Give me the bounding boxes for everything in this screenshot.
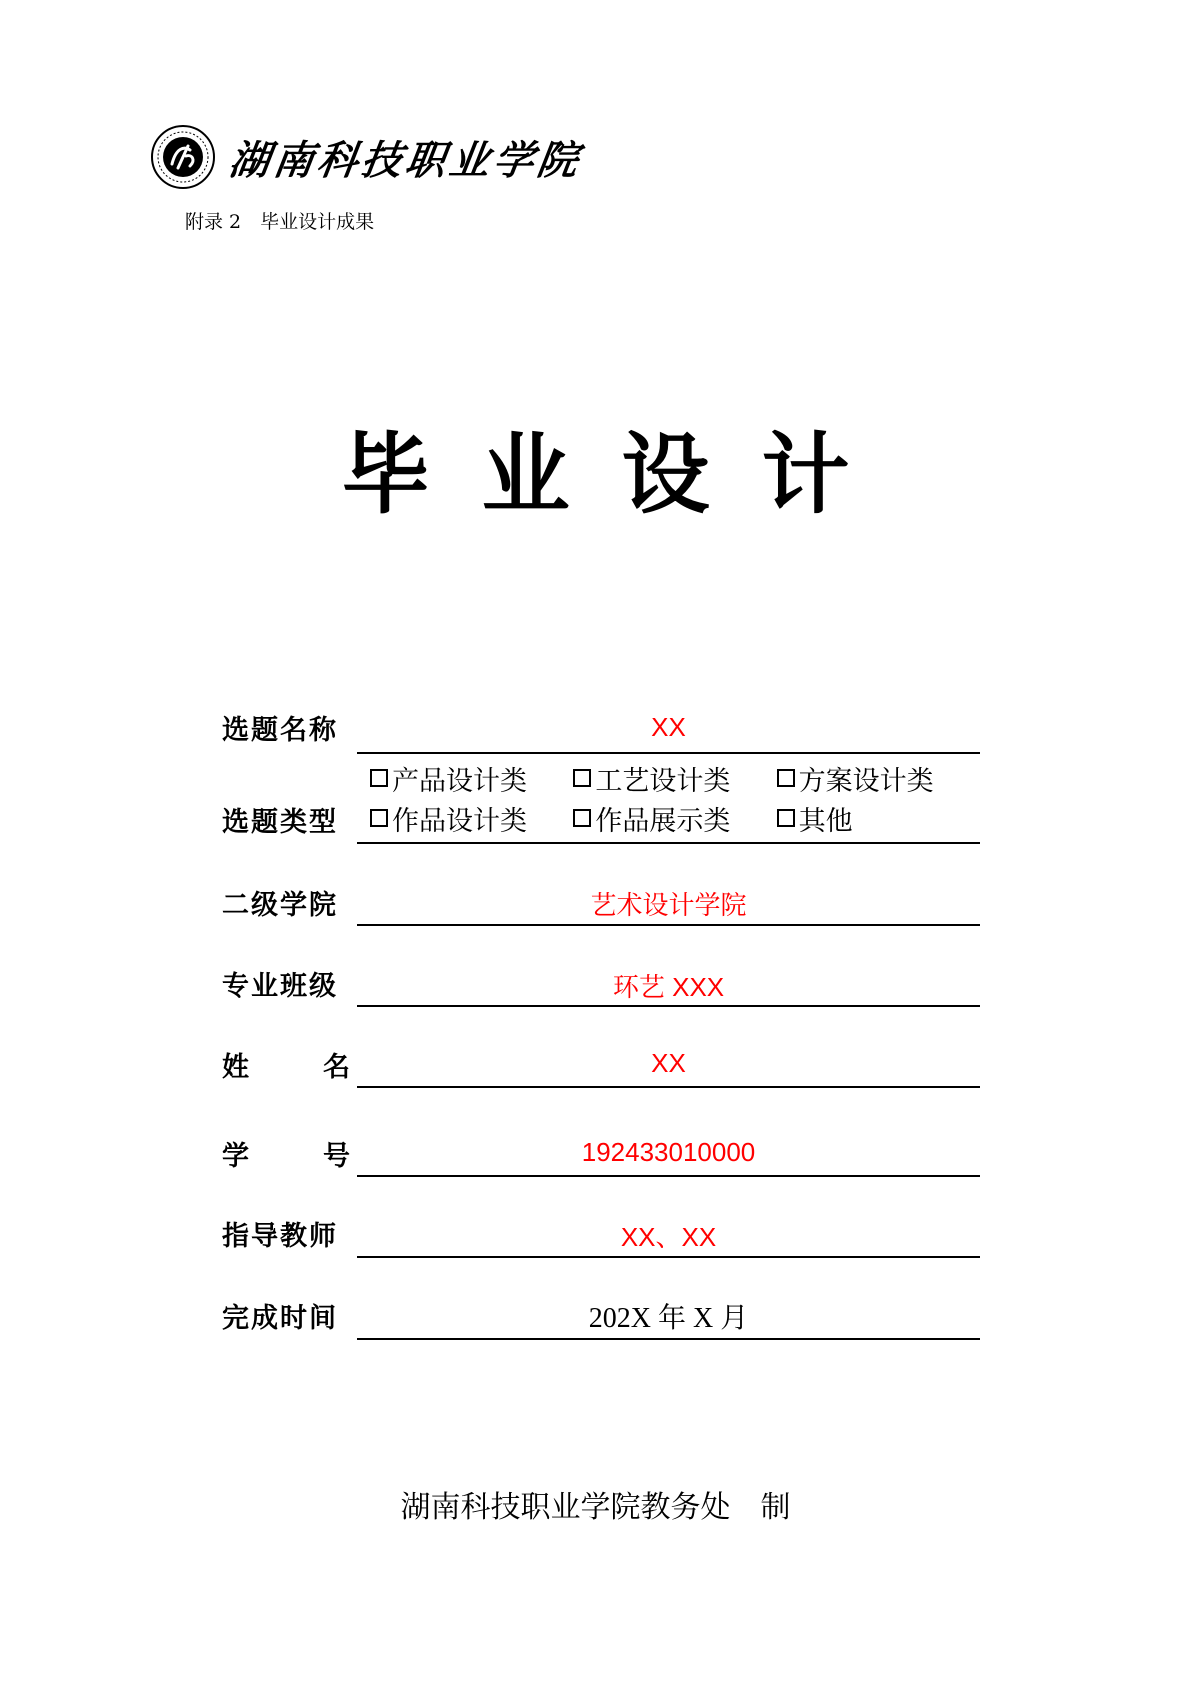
major-class-value[interactable]: 环艺 XXX xyxy=(612,972,725,1002)
completion-time-label: 完成时间 xyxy=(222,1303,338,1334)
option-product-design[interactable]: 产品设计类 xyxy=(370,759,573,798)
appendix-label: 附录 2 毕业设计成果 xyxy=(185,211,375,233)
topic-type-options xyxy=(370,758,980,838)
option-plan-design[interactable]: 方案设计类 xyxy=(777,759,980,798)
advisor-label: 指导教师 xyxy=(222,1221,338,1252)
topic-name-underline xyxy=(357,752,980,754)
topic-type-underline xyxy=(357,842,980,844)
major-class-label: 专业班级 xyxy=(222,971,338,1002)
option-craft-design[interactable]: 工艺设计类 xyxy=(573,759,776,798)
name-value[interactable]: XX xyxy=(651,1048,686,1078)
checkbox-icon[interactable] xyxy=(370,769,388,787)
topic-name-label: 选题名称 xyxy=(222,715,338,746)
student-id-value[interactable]: 192433010000 xyxy=(581,1137,756,1167)
issuer-footer: 湖南科技职业学院教务处 制 xyxy=(400,1490,791,1525)
topic-type-row-2 xyxy=(370,798,980,838)
completion-time-underline xyxy=(357,1338,980,1340)
college-underline xyxy=(357,924,980,926)
school-name: 湖南科技职业学院 xyxy=(226,136,585,184)
option-work-exhibition[interactable]: 作品展示类 xyxy=(573,799,776,838)
school-header xyxy=(150,122,585,192)
checkbox-icon[interactable] xyxy=(777,809,795,827)
student-id-label: 学 号 xyxy=(222,1141,350,1172)
option-other[interactable]: 其他 xyxy=(777,799,980,838)
advisor-value[interactable]: XX、XX xyxy=(620,1222,717,1252)
checkbox-icon[interactable] xyxy=(370,809,388,827)
school-seal-icon xyxy=(150,124,216,190)
name-underline xyxy=(357,1086,980,1088)
page-title: 毕业设计 xyxy=(341,423,902,526)
checkbox-icon[interactable] xyxy=(777,769,795,787)
topic-name-value[interactable]: XX xyxy=(651,712,686,742)
college-label: 二级学院 xyxy=(222,890,338,921)
checkbox-icon[interactable] xyxy=(573,809,591,827)
college-value[interactable]: 艺术设计学院 xyxy=(590,890,747,920)
checkbox-icon[interactable] xyxy=(573,769,591,787)
option-work-design[interactable]: 作品设计类 xyxy=(370,799,573,838)
name-label: 姓 名 xyxy=(222,1052,350,1083)
student-id-underline xyxy=(357,1175,980,1177)
advisor-underline xyxy=(357,1256,980,1258)
completion-time-value[interactable]: 202X 年 X 月 xyxy=(588,1303,749,1334)
topic-type-label: 选题类型 xyxy=(222,807,338,838)
topic-type-row-1 xyxy=(370,758,980,798)
major-class-underline xyxy=(357,1005,980,1007)
